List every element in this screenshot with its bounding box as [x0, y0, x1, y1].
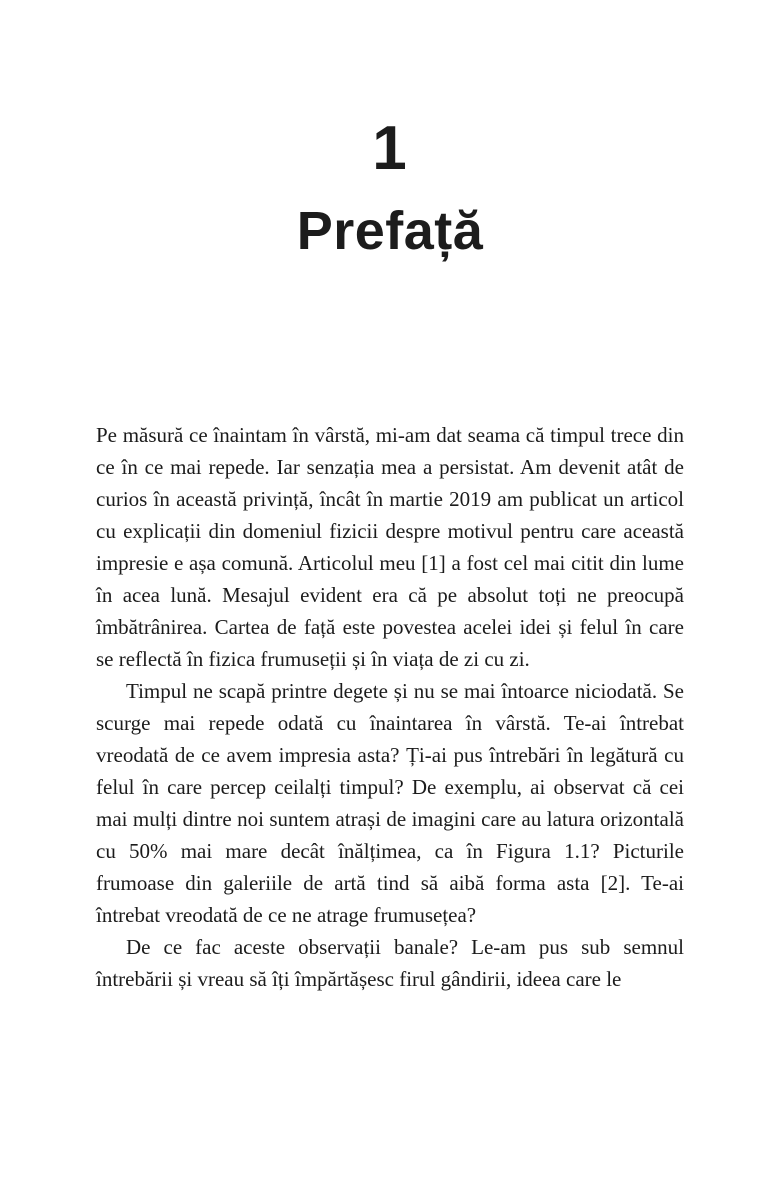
chapter-title: Prefață: [296, 201, 484, 261]
body-paragraph: Timpul ne scapă printre degete și nu se mai întoarce niciodată. Se scurge mai repede odată cu înaintarea în vârstă. Te-ai întrebat vreodată de ce avem impresia asta? Ți-ai pus întrebări în legătură cu felul în care percep ceilalți timpul? De exemplu, ai observat că cei mai mulți dintre noi suntem atrași de imagini care au latura orizontală cu 50% mai mare decât înălțimea, ca în Figura 1.1? Picturile frumoase din galeriile de artă tind să aibă forma asta [2]. Te-ai întrebat vreodată de ce ne atrage frumusețea?: [96, 679, 684, 928]
body-paragraph: Pe măsură ce înaintam în vârstă, mi-am dat seama că timpul trece din ce în ce mai repede. Iar senzația mea a persistat. Am devenit atât de curios în această privință, încât în martie 2019 am publicat un articol cu explicații din domeniul fizicii despre motivul pentru care această impresie e așa comună. Articolul meu [1] a fost cel mai citit din lume în acea lună. Mesajul evident era că pe absolut toți ne preocupă îmbătrânirea. Cartea de față este povestea acelei idei și felul în care se reflectă în fizica frumuseții și în viața de zi cu zi.: [96, 423, 684, 672]
chapter-header: [96, 114, 684, 261]
chapter-number: 1: [372, 114, 408, 183]
body-paragraph: De ce fac aceste observații banale? Le-am pus sub semnul întrebării și vreau să îți împărtășesc firul gândirii, ideea care le: [96, 935, 684, 992]
chapter-body: [96, 419, 684, 995]
